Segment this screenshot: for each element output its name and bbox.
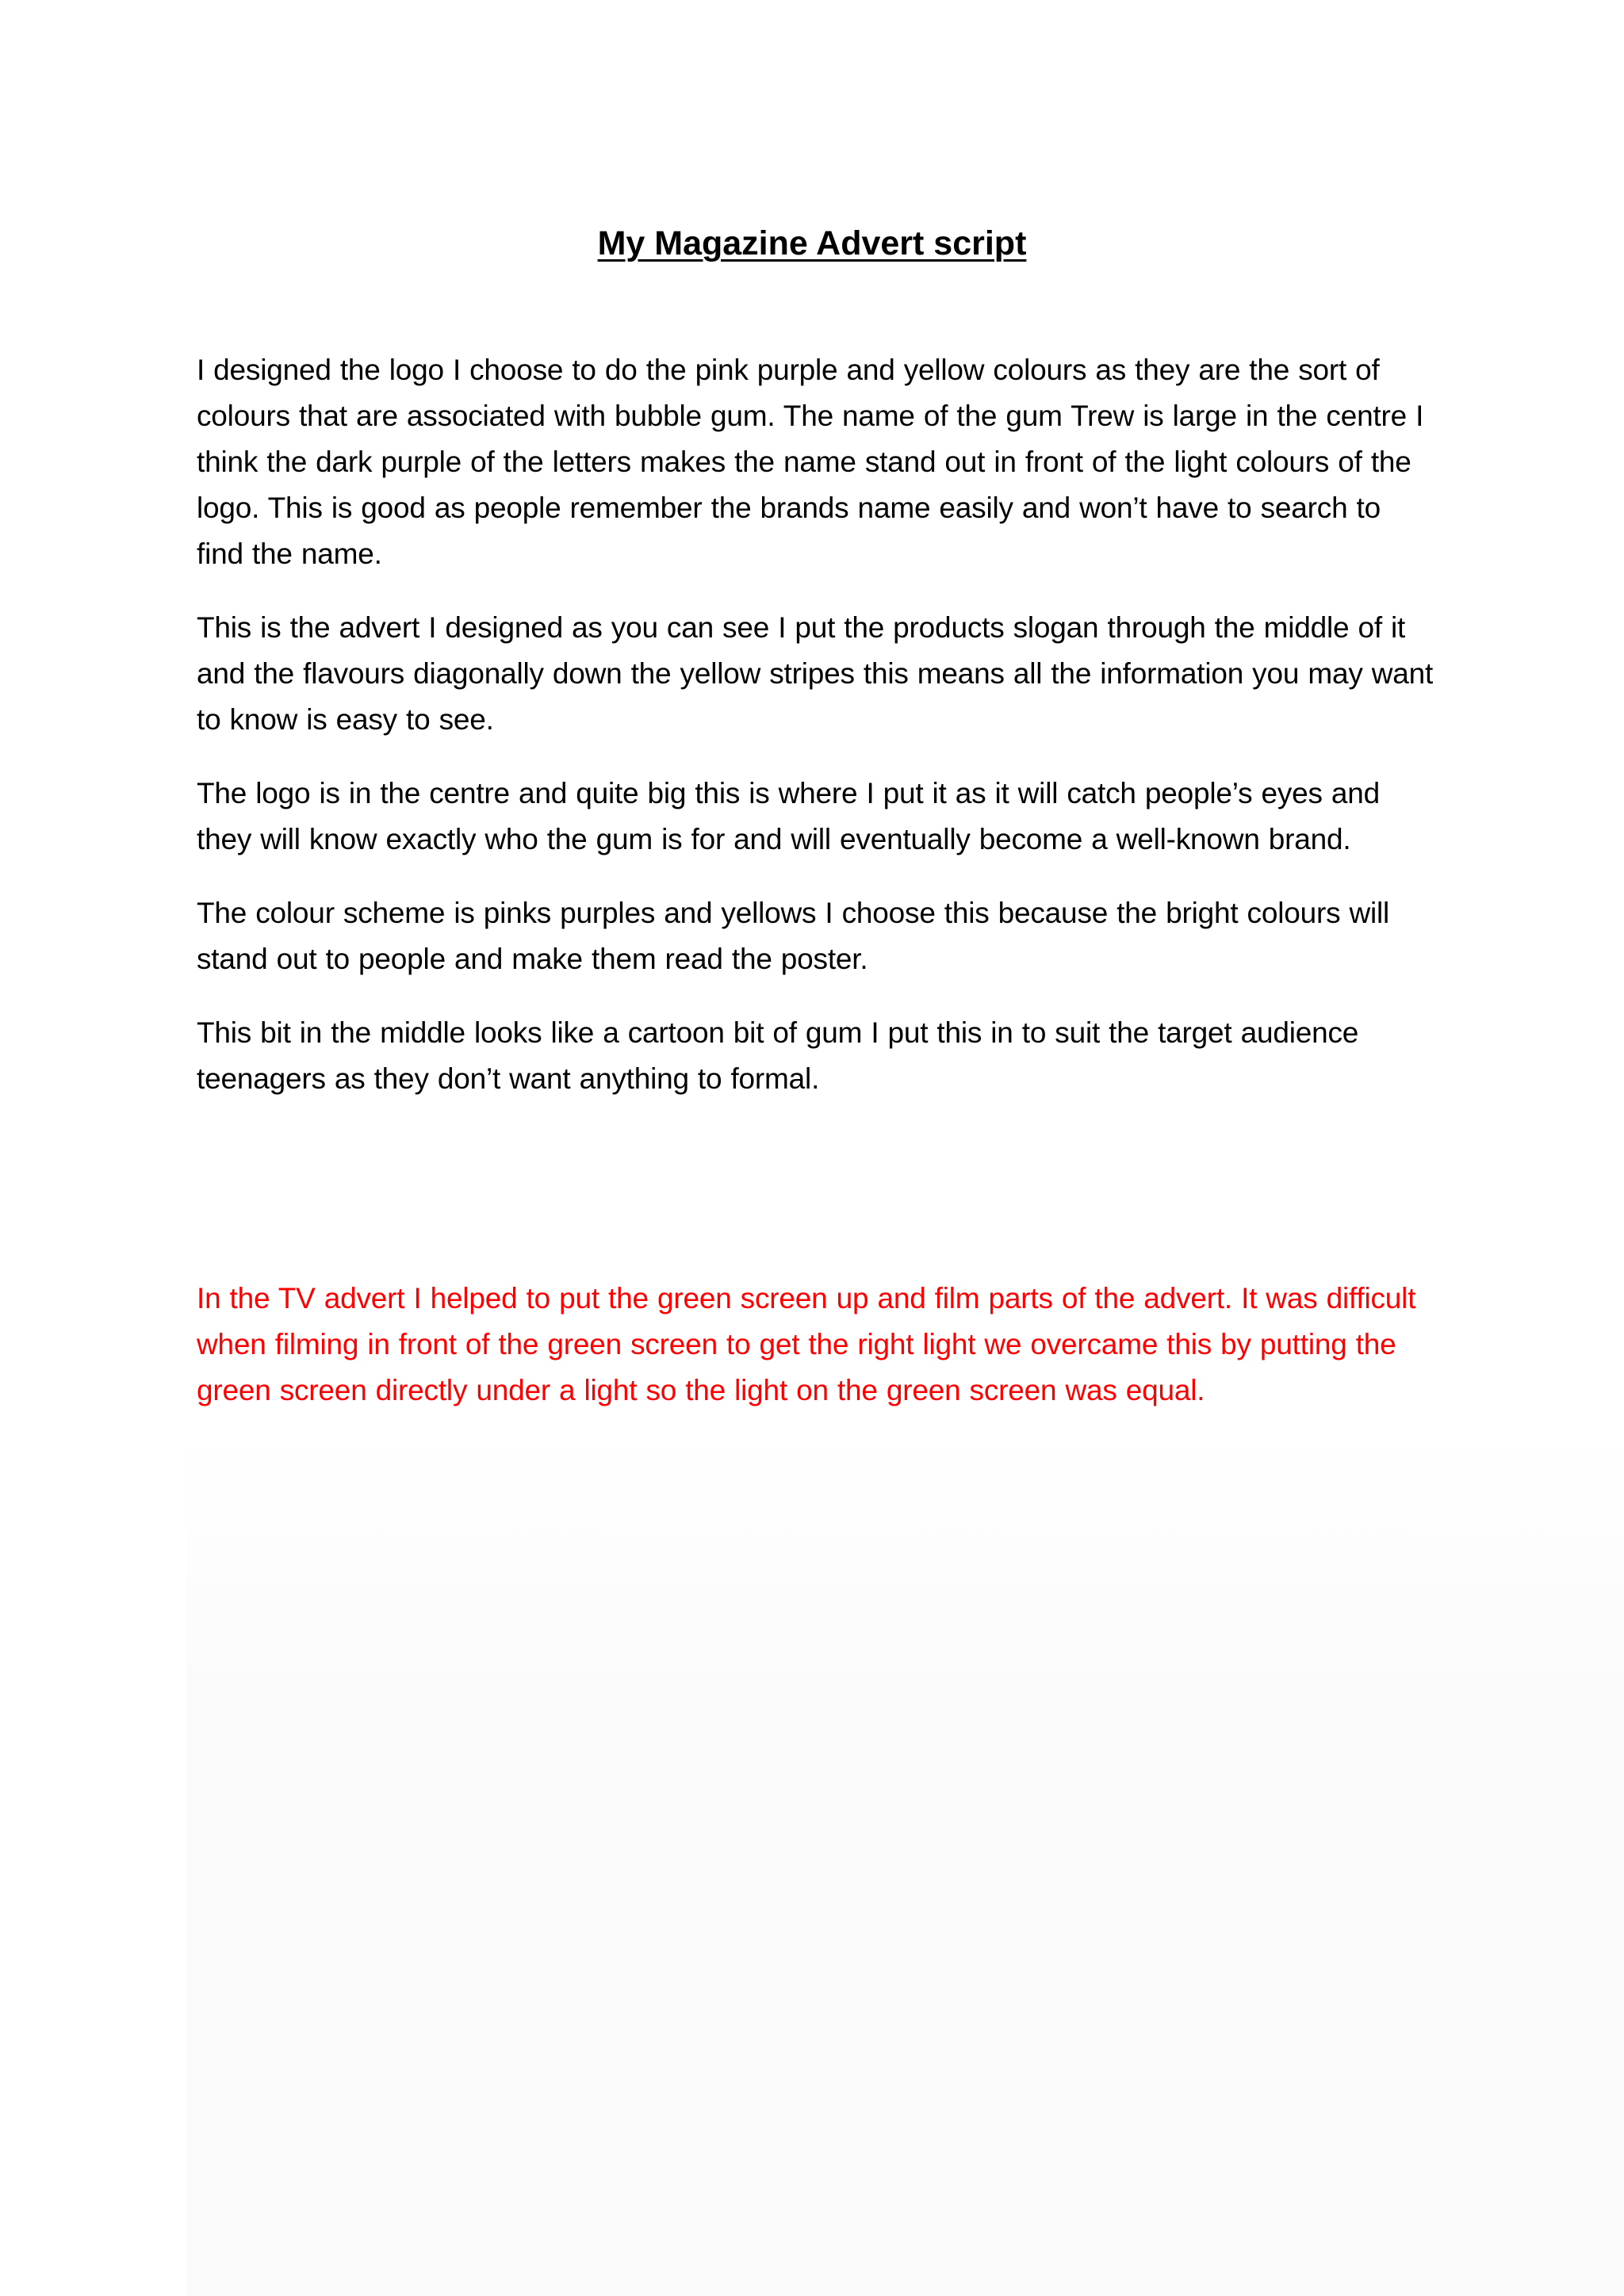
paragraph-logo-placement: The logo is in the centre and quite big this is where I put it as it will catch people’s eyes and they will know exactly who the gum is for and will eventually become a well-known brand. bbox=[197, 777, 1381, 855]
body-text bbox=[197, 347, 1434, 1130]
paragraph-logo-design: I designed the logo I choose to do the pink purple and yellow colours as they are the sort of colours that are associated with bubble gum. The name of the gum Trew is large in the centre I think the dark purple of the letters makes the name stand out in front of the light colours of the logo. This is good as people remember the brands name easily and won’t have to search to find the name. bbox=[197, 354, 1424, 570]
paragraph-advert-design: This is the advert I designed as you can see I put the products slogan through the middle of it and the flavours diagonally down the yellow stripes this means all the information you may want to know is easy to see. bbox=[197, 611, 1434, 736]
paragraph-colour-scheme: The colour scheme is pinks purples and yellows I choose this because the bright colours will stand out to people and make them read the poster. bbox=[197, 897, 1390, 975]
paragraph-cartoon-gum: This bit in the middle looks like a cartoon bit of gum I put this in to suit the target audience teenagers as they don’t want anything to formal. bbox=[197, 1016, 1359, 1095]
tv-advert-note: In the TV advert I helped to put the green screen up and film parts of the advert. It was difficult when filming in front of the green screen to get the right light we overcame this by putting the green screen directly under a light so the light on the green screen was equal. bbox=[197, 1282, 1416, 1406]
page-title: My Magazine Advert script bbox=[597, 224, 1027, 262]
tv-advert-note-block bbox=[197, 1276, 1434, 1441]
scan-tint bbox=[186, 1427, 1624, 2296]
